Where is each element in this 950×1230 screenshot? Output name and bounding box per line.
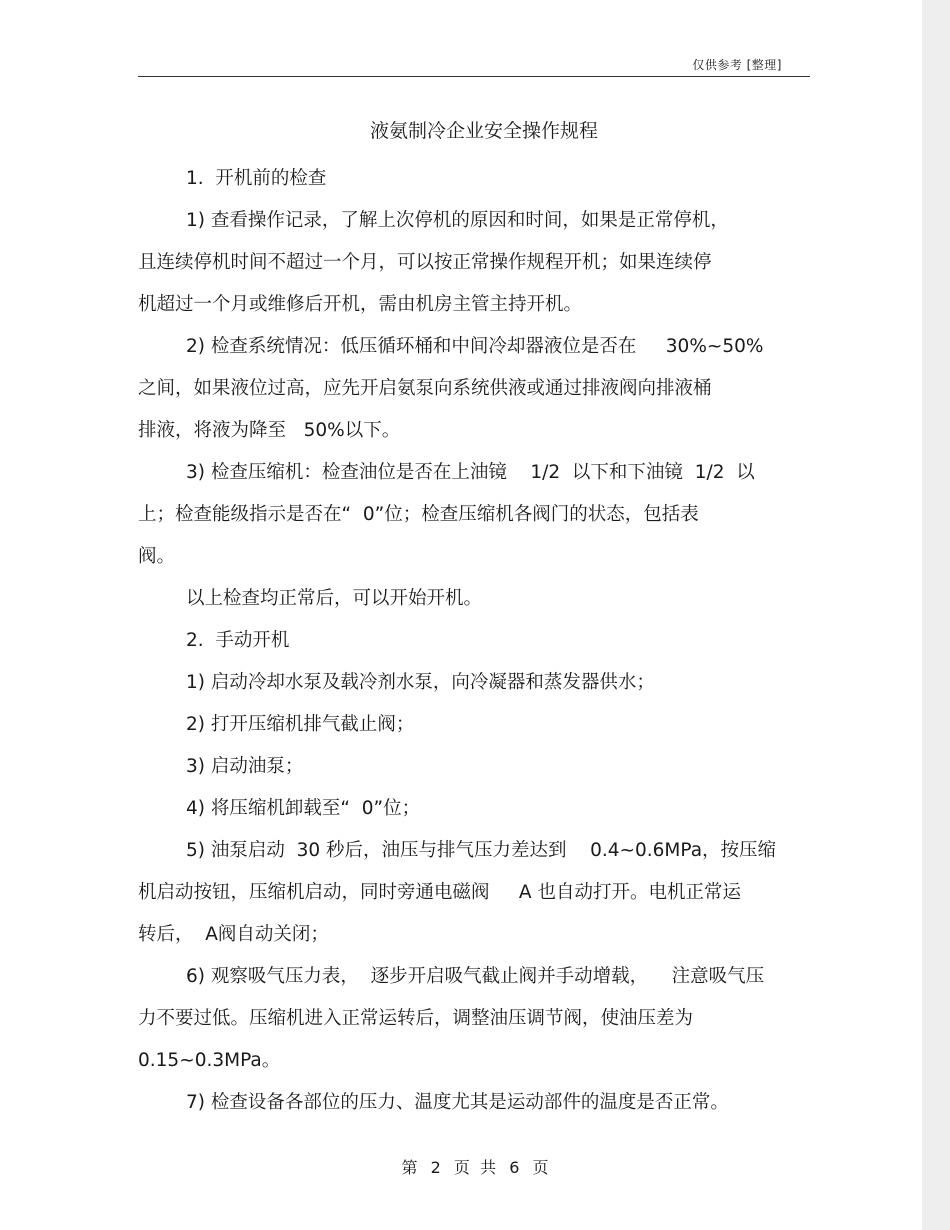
body-line: 2) 打开压缩机排气截止阀； <box>186 714 415 735</box>
footer-prefix: 第 <box>401 1158 418 1177</box>
footer-suffix: 页 <box>532 1158 549 1177</box>
body-line: 5) 油泵启动 30 秒后，油压与排气压力差达到 0.4~0.6MPa，按压缩 <box>186 840 777 861</box>
body-line: 0.15~0.3MPa。 <box>138 1050 281 1071</box>
body-line: 阀。 <box>138 546 176 567</box>
body-line: 之间，如果液位过高，应先开启氨泵向系统供液或通过排液阀向排液桶 <box>138 378 712 399</box>
body-line: 1. 开机前的检查 <box>186 168 327 189</box>
page-footer <box>0 1155 950 1178</box>
body-line: 2) 检查系统情况：低压循环桶和中间冷却器液位是否在 30%~50% <box>186 336 764 357</box>
body-line: 3) 检查压缩机：检查油位是否在上油镜 1/2 以下和下油镜 1/2 以 <box>186 462 755 483</box>
footer-current-page: 2 <box>430 1158 441 1177</box>
body-line: 3) 启动油泵； <box>186 756 304 777</box>
body-line: 6) 观察吸气压力表， 逐步开启吸气截止阀并手动增载， 注意吸气压 <box>186 966 765 987</box>
body-line: 且连续停机时间不超过一个月，可以按正常操作规程开机；如果连续停 <box>138 252 712 273</box>
body-line: 7) 检查设备各部位的压力、温度尤其是运动部件的温度是否正常。 <box>186 1092 729 1113</box>
header-divider <box>138 76 810 77</box>
body-line: 1) 查看操作记录，了解上次停机的原因和时间，如果是正常停机， <box>186 210 729 231</box>
footer-total-pages: 6 <box>509 1158 520 1177</box>
document-title: 液氨制冷企业安全操作规程 <box>369 120 598 142</box>
body-line: 转后， A阀自动关闭； <box>138 924 329 945</box>
body-line: 上；检查能级指示是否在“ 0”位；检查压缩机各阀门的状态，包括表 <box>138 504 699 525</box>
body-line: 力不要过低。压缩机进入正常运转后，调整油压调节阀，使油压差为 <box>138 1008 694 1029</box>
body-line: 机超过一个月或维修后开机，需由机房主管主持开机。 <box>138 294 583 315</box>
body-line: 排液，将液为降至 50%以下。 <box>138 420 401 441</box>
footer-mid: 页 共 <box>453 1158 497 1177</box>
body-line: 机启动按钮，压缩机启动，同时旁通电磁阀 A 也自动打开。电机正常运 <box>138 882 741 903</box>
viewer-background <box>922 0 950 1230</box>
document-body <box>138 158 830 1124</box>
body-line: 1) 启动冷却水泵及载冷剂水泵，向冷凝器和蒸发器供水； <box>186 672 655 693</box>
body-line: 4) 将压缩机卸载至“ 0”位； <box>186 798 421 819</box>
header-note: 仅供参考 [整理] <box>692 58 782 72</box>
body-line: 2. 手动开机 <box>186 630 290 651</box>
body-line: 以上检查均正常后，可以开始开机。 <box>186 588 483 609</box>
